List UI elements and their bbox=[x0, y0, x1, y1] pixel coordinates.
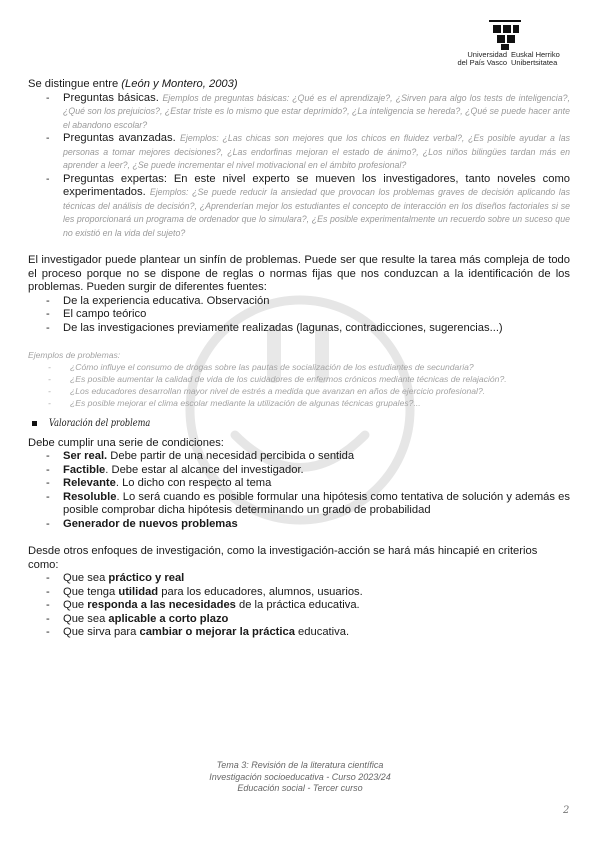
university-emblem-icon bbox=[489, 20, 521, 50]
page-number: 2 bbox=[563, 805, 570, 816]
list-item: - Preguntas avanzadas. Ejemplos: ¿Las chicas son mejores que los chicos en fluidez verbal?, ¿Es posible ayudar a las personas a tomar mejores decisiones?, ¿Las endorfinas mejoran el estado de ánimo?, ¿Los niños bilingües tardan más en aprender a leer?, ¿Se puede incrementar el nivel motivacional en el ámbito profesional? bbox=[46, 132, 570, 170]
list-item: - Que sirva para cambiar o mejorar la práctica educativa. bbox=[46, 626, 350, 638]
bullet-square-icon bbox=[32, 421, 37, 426]
footer-course: Investigación socioeducativa - Curso 2023/24 bbox=[209, 771, 391, 782]
section-heading-text: Valoración del problema bbox=[49, 418, 151, 429]
sources-list bbox=[28, 295, 570, 336]
section-heading bbox=[32, 417, 570, 431]
list-item: - Relevante. Lo dicho con respecto al tema bbox=[46, 477, 272, 489]
action-research-intro: Desde otros enfoques de investigación, como la investigación-acción se hará más hincapié en criterios como: bbox=[28, 545, 538, 571]
list-item: - Resoluble. Lo será cuando es posible formular una hipótesis como tentativa de solución y además es posible comprobar dicha hipótesis determinando un grado de probabilidad bbox=[46, 490, 570, 516]
list-item: - Preguntas básicas. Ejemplos de preguntas básicas: ¿Qué es el aprendizaje?, ¿Sirven para algo los tests de inteligencia?, ¿Qué son los prejuicios?, ¿Estar triste es lo mismo que estar deprimido?, ¿La inteligencia se hereda?, ¿Qué se puede hacer ante el abandono escolar? bbox=[46, 91, 570, 130]
question-type-label: Preguntas básicas. bbox=[63, 91, 159, 104]
examples-title: Ejemplos de problemas: bbox=[28, 350, 121, 360]
intro-line bbox=[28, 78, 570, 92]
criteria-list bbox=[28, 572, 570, 640]
list-item: - ¿Cómo influye el consumo de drogas sobre las pautas de socialización de los estudiantes de secundaria? bbox=[48, 362, 474, 372]
question-types-list bbox=[28, 92, 570, 241]
page-footer bbox=[0, 760, 600, 795]
footer-degree: Educación social - Tercer curso bbox=[237, 783, 363, 793]
page-content bbox=[28, 78, 570, 640]
list-item: - El campo teórico bbox=[46, 308, 147, 320]
logo-text-basque: Euskal Herriko Unibertsitatea bbox=[511, 50, 560, 67]
question-type-example: Ejemplos de preguntas básicas: ¿Qué es el aprendizaje?, ¿Sirven para algo los tests de inteligencia?, ¿Qué son los prejuicios?, ¿Estar triste es lo mismo que estar deprimido?, ¿La inteligencia se hereda?, ¿Qué se puede hacer ante el abandono escolar? bbox=[63, 92, 570, 130]
question-type-label: Preguntas expertas: En este nivel experto se mueven los investigadores, tanto noveles como experimentados. bbox=[63, 172, 570, 198]
question-type-example: Ejemplos: ¿Se puede reducir la ansiedad que provocan los problemas graves de decisión aplicando las técnicas del análisis de decisión?, ¿Aprenderían mejor los estudiantes el concepto de interacción en los diseños factoriales si se les proporcionará un programa de ordenador que lo simulara?, ¿Es posible experimentalmente un recuerdo sobre un suceso que no existió en la vida del sujeto? bbox=[63, 187, 571, 238]
list-item: - Factible. Debe estar al alcance del investigador. bbox=[46, 463, 304, 476]
footer-topic: Tema 3: Revisión de la literatura científica bbox=[216, 760, 384, 770]
list-item: - Preguntas expertas: En este nivel experto se mueven los investigadores, tanto noveles como experimentados. Ejemplos: ¿Se puede reducir la ansiedad que provocan los problemas graves de decisión aplicando las técnicas del análisis de decisión?, ¿Aprenderían mejor los estudiantes el concepto de interacción en los diseños factoriales si se les proporcionará un programa de ordenador que lo simulara?, ¿Es posible experimentalmente un recuerdo sobre un suceso que no existió en la vida del sujeto? bbox=[46, 172, 571, 238]
list-item: - Ser real. Debe partir de una necesidad percibida o sentida bbox=[46, 450, 355, 462]
conditions-intro: Debe cumplir una serie de condiciones: bbox=[28, 436, 224, 449]
list-item: - De las investigaciones previamente realizadas (lagunas, contradicciones, sugerencias...) bbox=[46, 321, 503, 334]
question-type-example: Ejemplos: ¿Las chicas son mejores que los chicos en fluidez verbal?, ¿Es posible ayudar a las personas a tomar mejores decisiones?, ¿Las endorfinas mejoran el estado de ánimo?, ¿Los niños bilingües tardan más en aprender a leer?, ¿Se puede incrementar el nivel motivacional en el ámbito profesional? bbox=[63, 133, 570, 170]
list-item: - ¿Es posible aumentar la calidad de vida de los cuidadores de enfermos crónicos mediante técnicas de relajación?. bbox=[48, 374, 507, 384]
list-item: - Que sea práctico y real bbox=[46, 572, 185, 584]
list-item: - Generador de nuevos problemas bbox=[46, 517, 238, 530]
university-logo bbox=[447, 14, 577, 74]
list-item: - De la experiencia educativa. Observación bbox=[46, 294, 270, 307]
intro-text: Se distingue entre bbox=[28, 78, 122, 90]
list-item: - ¿Los educadores desarrollan mayor nivel de estrés a medida que avanzan en años de ejercicio profesional?. bbox=[48, 386, 486, 396]
problems-paragraph: El investigador puede plantear un sinfín de problemas. Puede ser que resulte la tarea más compleja de todo el proceso porque no se dispone de reglas o normas fijas que nos conduzcan a la identificación de los problemas. Pueden surgir de diferentes fuentes: bbox=[28, 254, 570, 293]
logo-text-spanish: Universidad del País Vasco bbox=[457, 50, 507, 67]
list-item: - Que sea aplicable a corto plazo bbox=[46, 612, 229, 625]
list-item: - ¿Es posible mejorar el clima escolar mediante la utilización de algunas técnicas grupales?... bbox=[48, 398, 421, 408]
list-item: - Que tenga utilidad para los educadores, alumnos, usuarios. bbox=[46, 585, 363, 598]
list-item: - Que responda a las necesidades de la práctica educativa. bbox=[46, 599, 360, 611]
problem-examples bbox=[28, 349, 570, 409]
question-type-label: Preguntas avanzadas. bbox=[63, 132, 176, 144]
conditions-list bbox=[28, 450, 570, 531]
intro-citation: (León y Montero, 2003) bbox=[121, 78, 238, 90]
